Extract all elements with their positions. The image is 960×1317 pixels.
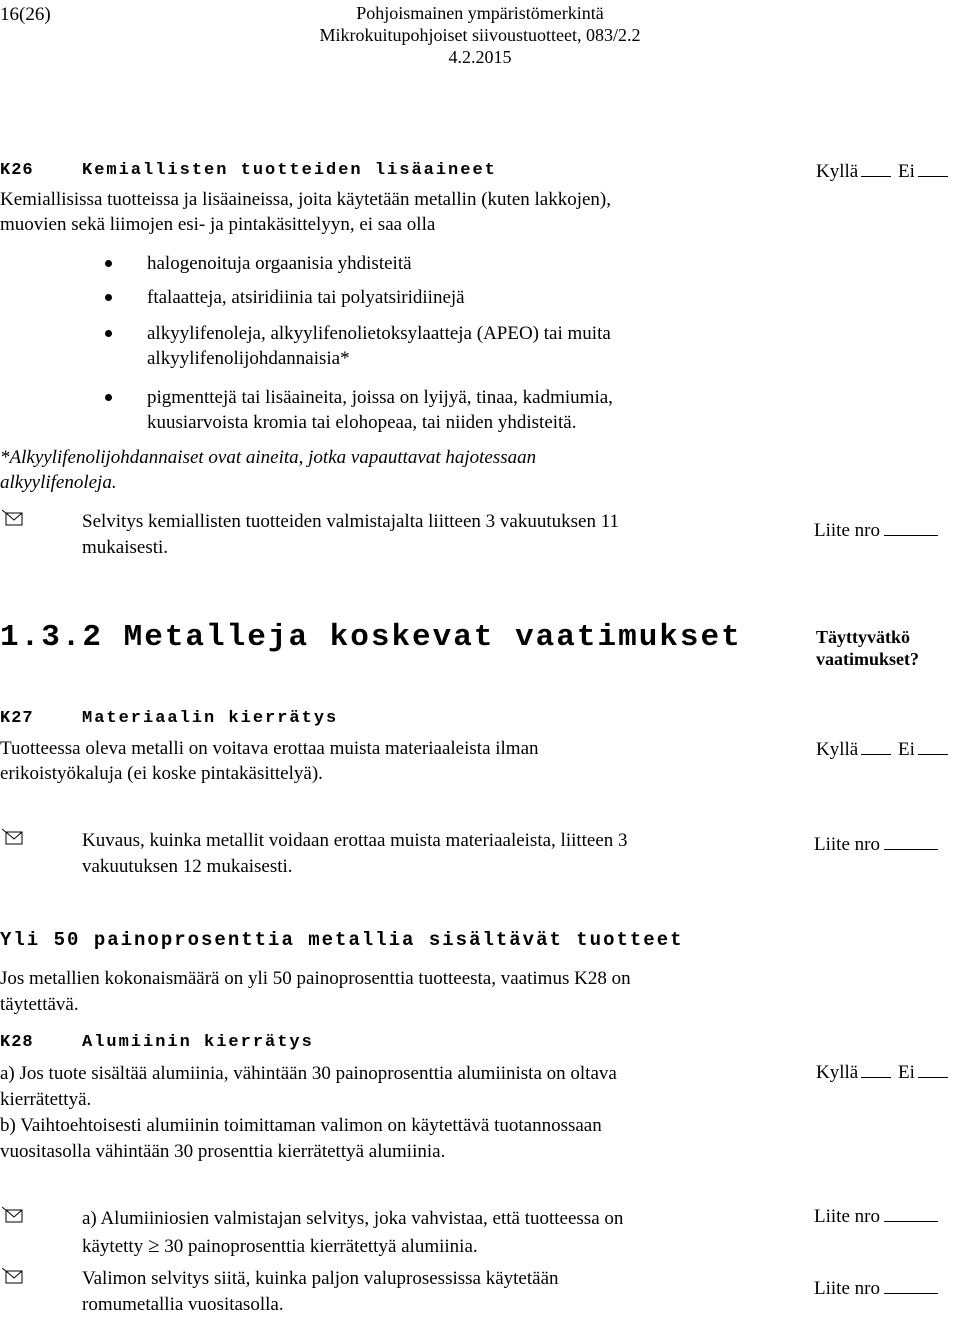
attachment-label: Liite nro (814, 834, 880, 855)
no-blank[interactable] (918, 736, 948, 755)
envelope-icon (2, 1267, 24, 1287)
page-number: 16(26) (0, 4, 51, 25)
yes-blank[interactable] (861, 158, 891, 177)
bullet-icon (105, 294, 112, 301)
document-subtitle: Mikrokuitupohjoiset siivoustuotteet, 083/2.2 (319, 25, 641, 45)
attachment-field[interactable] (814, 1275, 938, 1301)
requirement-code: K26 (0, 161, 34, 180)
no-label: Ei (897, 1062, 915, 1083)
evidence-line: Valimon selvitys siitä, kuinka paljon valuprosessissa käytetään (82, 1268, 559, 1289)
list-item-continuation: alkyylifenolijohdannaisia* (147, 348, 350, 369)
requirement-code: K28 (0, 1033, 34, 1052)
envelope-icon (2, 1206, 24, 1226)
bullet-icon (105, 260, 112, 267)
evidence-line: romumetallia vuositasolla. (82, 1294, 284, 1315)
paragraph-line: täytettävä. (0, 994, 79, 1015)
attachment-blank[interactable] (884, 517, 938, 536)
paragraph-line: a) Jos tuote sisältää alumiinia, vähintään 30 painoprosenttia alumiinista on oltava (0, 1063, 617, 1084)
paragraph-line: Kemiallisissa tuotteissa ja lisäaineissa, joita käytetään metallin (kuten lakkojen), (0, 189, 611, 210)
footnote-line: alkyylifenoleja. (0, 472, 117, 493)
subsection-heading: Yli 50 painoprosenttia metallia sisältävät tuotteet (0, 929, 684, 951)
yes-no-field[interactable] (816, 1059, 948, 1085)
footnote-line: *Alkyylifenolijohdannaiset ovat aineita, jotka vapauttavat hajotessaan (0, 447, 537, 468)
yes-label: Kyllä (816, 1062, 859, 1083)
document-date: 4.2.2015 (448, 47, 512, 67)
requirement-title: Alumiinin kierrätys (82, 1033, 314, 1052)
yes-no-field[interactable] (816, 158, 948, 184)
evidence-line: Selvitys kemiallisten tuotteiden valmistajalta liitteen 3 vakuutuksen 11 (82, 511, 620, 532)
paragraph-line: erikoistyökaluja (ei koske pintakäsittelyä). (0, 763, 323, 784)
attachment-label: Liite nro (814, 520, 880, 541)
no-blank[interactable] (918, 158, 948, 177)
paragraph-line: kierrätettyä. (0, 1089, 92, 1110)
evidence-text: 30 painoprosenttia kierrätettyä alumiinia. (164, 1236, 478, 1257)
question-line: Täyttyvätkö (816, 627, 910, 647)
yes-no-field[interactable] (816, 736, 948, 762)
requirement-code: K27 (0, 709, 34, 728)
list-item-continuation: kuusiarvoista kromia tai elohopeaa, tai niiden yhdisteitä. (147, 412, 577, 433)
yes-label: Kyllä (816, 161, 859, 182)
paragraph-line: muovien sekä liimojen esi- ja pintakäsittelyyn, ei saa olla (0, 214, 436, 235)
yes-blank[interactable] (861, 736, 891, 755)
greater-or-equal-symbol: ≥ (147, 1233, 160, 1257)
evidence-text: käytetty (82, 1236, 144, 1257)
evidence-line: Kuvaus, kuinka metallit voidaan erottaa muista materiaaleista, liitteen 3 (82, 830, 628, 851)
evidence-line: vakuutuksen 12 mukaisesti. (82, 856, 293, 877)
attachment-field[interactable] (814, 1203, 938, 1229)
no-blank[interactable] (918, 1059, 948, 1078)
list-item: alkyylifenoleja, alkyylifenolietoksylaatteja (APEO) tai muita (147, 323, 611, 344)
attachment-label: Liite nro (814, 1278, 880, 1299)
section-heading: 1.3.2 Metalleja koskevat vaatimukset (0, 620, 742, 655)
attachment-blank[interactable] (884, 831, 938, 850)
attachment-blank[interactable] (884, 1275, 938, 1294)
question-line: vaatimukset? (816, 649, 919, 669)
paragraph-line: Tuotteessa oleva metalli on voitava erottaa muista materiaaleista ilman (0, 738, 539, 759)
yes-blank[interactable] (861, 1059, 891, 1078)
attachment-field[interactable] (814, 831, 938, 857)
yes-label: Kyllä (816, 739, 859, 760)
evidence-line (82, 1233, 478, 1259)
attachment-label: Liite nro (814, 1206, 880, 1227)
list-item: halogenoituja orgaanisia yhdisteitä (147, 253, 412, 274)
document-title: Pohjoismainen ympäristömerkintä (356, 3, 604, 23)
list-item: pigmenttejä tai lisäaineita, joissa on lyijyä, tinaa, kadmiumia, (147, 387, 613, 408)
evidence-line: a) Alumiiniosien valmistajan selvitys, joka vahvistaa, että tuotteessa on (82, 1208, 624, 1229)
evidence-line: mukaisesti. (82, 537, 169, 558)
no-label: Ei (897, 161, 915, 182)
envelope-icon (2, 509, 24, 529)
requirement-title: Kemiallisten tuotteiden lisäaineet (82, 161, 497, 180)
no-label: Ei (897, 739, 915, 760)
fulfilment-question (816, 626, 919, 670)
paragraph-line: Jos metallien kokonaismäärä on yli 50 painoprosenttia tuotteesta, vaatimus K28 on (0, 968, 631, 989)
bullet-icon (105, 394, 112, 401)
paragraph-line: b) Vaihtoehtoisesti alumiinin toimittaman valimon on käytettävä tuotannossaan (0, 1115, 602, 1136)
attachment-blank[interactable] (884, 1203, 938, 1222)
envelope-icon (2, 828, 24, 848)
list-item: ftalaatteja, atsiridiinia tai polyatsiridiinejä (147, 287, 465, 308)
bullet-icon (105, 330, 112, 337)
paragraph-line: vuositasolla vähintään 30 prosenttia kierrätettyä alumiinia. (0, 1141, 446, 1162)
attachment-field[interactable] (814, 517, 938, 543)
requirement-title: Materiaalin kierrätys (82, 709, 339, 728)
